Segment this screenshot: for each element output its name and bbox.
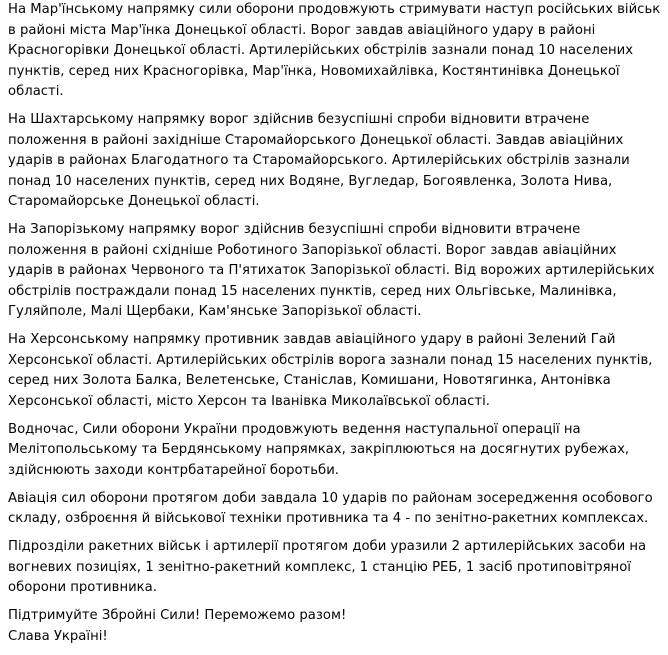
text-line: Водночас, Сили оборони України продовжують ведення наступальної операції на [8,421,581,437]
text-line: в районі міста Мар'їнка Донецької області. Ворог завдав авіаційного удару в районі [8,22,596,38]
paragraph-zaporizhzhia-direction [8,220,660,323]
text-line: Слава Україні! [8,628,108,644]
text-line: Гуляйполе, Малі Щербаки, Кам'янське Запорізької області. [8,304,422,319]
text-line: Підрозділи ракетних військ і артилерії протягом доби уразили 2 артилерійських засоби на [8,539,647,554]
text-line: Старомайорське Донецької області. [8,194,260,209]
text-line: положення в районі західніше Старомайорського Донецької області. Завдав авіаційних [8,132,624,148]
paragraph-shakhtarsk-direction [8,110,660,213]
text-line: Підтримуйте Збройні Сили! Переможемо разом! [8,608,347,623]
paragraph-aviation [8,489,660,530]
text-line: складу, озброєння й військової техніки противника та 4 - по зенітно-ракетних комплексах. [8,511,649,526]
text-line: ударів в районах Благодатного та Старомайорського. Артилерійських обстрілів зазнали [8,153,630,168]
text-line: Мелітопольському та Бердянському напрямках, закріплюються на досягнутих рубежах, [8,442,630,457]
text-line: На Запорізькому напрямку ворог здійснив безуспішні спроби відновити втрачене [8,222,581,237]
text-line: положення в районі східніше Роботиного Запорізької області. Ворог завдав авіаційних [8,242,617,258]
text-line: Красногорівки Донецької області. Артилерійських обстрілів зазнали понад 10 населених [8,43,634,58]
text-line: понад 10 населених пунктів, серед них Водяне, Вугледар, Богоявленка, Золота Нива, [8,173,613,189]
text-line: вогневих позиціях, 1 зенітно-ракетний комплекс, 1 станцію РЕБ, 1 засіб протиповітряної [8,559,631,575]
text-line: області. [8,84,64,99]
text-line: Херсонської області. Артилерійських обстрілів ворога зазнали понад 15 населених пунктів, [8,352,653,368]
text-line: оборони противника. [8,580,157,595]
text-line: серед них Золота Балка, Велетенське, Станіслав, Комишани, Новотягинка, Антонівка [8,373,611,388]
text-line: На Мар'їнському напрямку сили оборони продовжують стримувати наступ російських військ [8,2,661,17]
paragraph-closing [8,606,660,647]
text-line: Авіація сил оборони протягом доби завдала 10 ударів по районам зосередження особового [8,490,653,506]
text-line: пунктів, серед них Красногорівка, Мар'їнка, Новомихайлівка, Костянтинівка Донецької [8,63,620,79]
text-line: здійснюють заходи контрбатарейної боротьби. [8,462,339,478]
paragraph-offensive-operation [8,420,660,482]
text-line: Херсонської області, місто Херсон та Іванівка Миколаївської області. [8,393,490,409]
text-line: На Шахтарському напрямку ворог здійснив безуспішні спроби відновити втрачене [8,112,590,127]
paragraph-kherson-direction [8,330,660,412]
text-line: ударів в районах Червоного та П'ятихаток Запорізької області. Від ворожих артилерійських [8,263,655,278]
paragraph-rocket-artillery [8,537,660,599]
text-line: На Херсонському напрямку противник завдав авіаційного удару в районі Зелений Гай [8,332,616,347]
text-line: обстрілів постраждали понад 15 населених пунктів, серед них Ольгівське, Малинівка, [8,283,617,299]
post-text [8,0,660,655]
paragraph-marinka-direction [8,0,660,103]
